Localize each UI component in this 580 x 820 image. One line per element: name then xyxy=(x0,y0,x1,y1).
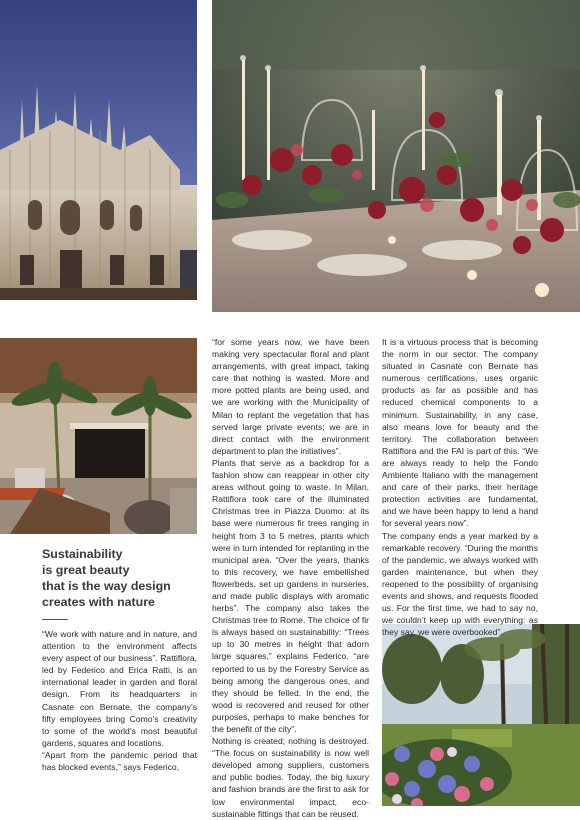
cathedral-photo xyxy=(0,0,197,300)
interior-photo xyxy=(0,338,197,534)
paragraph: “for some years now, we have been making very spectacular floral and plant arrangements, with great impact, taking care that nothing is wasted. More and more potted plants are being used, and we are working with the Municipality of Milan to replant the vegetation that has served large private events; we are in direct contact with the environment department to plan the initiatives”. xyxy=(212,337,369,456)
paragraph: “We work with nature and in nature, and attention to the environment affects every aspect of our business”. Rattiflora, led by Federico and Erica Ratti, is an international leader in garden and floral design. From its headquarters in Casnate con Bernate, the company’s fifty employees bring Como’s creativity to some of the world’s most beautiful gardens, squares and locations. xyxy=(42,629,197,748)
text-column-1 xyxy=(42,628,197,773)
table-setting-photo xyxy=(212,0,580,312)
heading-divider xyxy=(42,619,68,620)
heading-line: that is the way design xyxy=(42,579,171,593)
text-column-3 xyxy=(382,336,538,638)
heading-line: Sustainability xyxy=(42,547,123,561)
garden-photo xyxy=(382,624,580,806)
paragraph: “Apart from the pandemic period that has blocked events,” says Federico, xyxy=(42,749,197,773)
heading-line: is great beauty xyxy=(42,563,130,577)
paragraph: It is a virtuous process that is becoming the norm in our sector. The company situated in Casnate con Bernate has numerous certifications, uses organic products as far as possible and has reduced chemical components to a minimum. Sustainability, in any case, also means love for beauty and the territory. The collaboration between Rattiflora and the FAI is part of this. “We are always ready to help the Fondo Ambiente Italiano with the management and care of their parks, their heritage protection activities are fundamental, and we have been happy to lend a hand for several years now”. xyxy=(382,337,538,529)
paragraph: The company ends a year marked by a remarkable recovery. “During the months of the pandemic, we always worked with garden maintenance, but when they reopened to the possibility of organising events and shows, and requests flooded us. For the first time, we had to say no, we couldn’t keep up with everything: as they say, we were overbooked”. xyxy=(382,530,538,638)
heading-line: creates with nature xyxy=(42,595,155,609)
paragraph: Nothing is created; nothing is destroyed. “The focus on sustainability is now well developed among suppliers, customers and public bodies. Today, the big luxury and fashion brands are the first to ask for low environmental impact, eco-sustainable fittings that can be reused. xyxy=(212,736,369,819)
text-column-2 xyxy=(212,336,369,820)
article-heading xyxy=(42,546,192,610)
paragraph: Plants that serve as a backdrop for a fashion show can reappear in other city areas without going to waste. In Milan, Rattiflora took care of the illuminated Christmas tree in Piazza Duomo: at its base were numerous fir trees ranging in height from 3 to 5 metres, plants which were in turn intended for replanting in the municipal area. “Over the years, thanks to this recovery, we have embellished flowerbeds, set up gardens in nurseries, and made public displays with aromatic herbs”. The company also takes the Christmas tree to Rome. The choice of fir is always based on sustainability: “Trees up to 30 metres in height that adorn large squares,” explains Federico, “are reported to us by the Forestry Service as being among the dangerous ones, and they should be felled. In the end, the wood is recovered and reused for other purposes, perhaps to make benches for the benefit of the city”. xyxy=(212,457,369,734)
